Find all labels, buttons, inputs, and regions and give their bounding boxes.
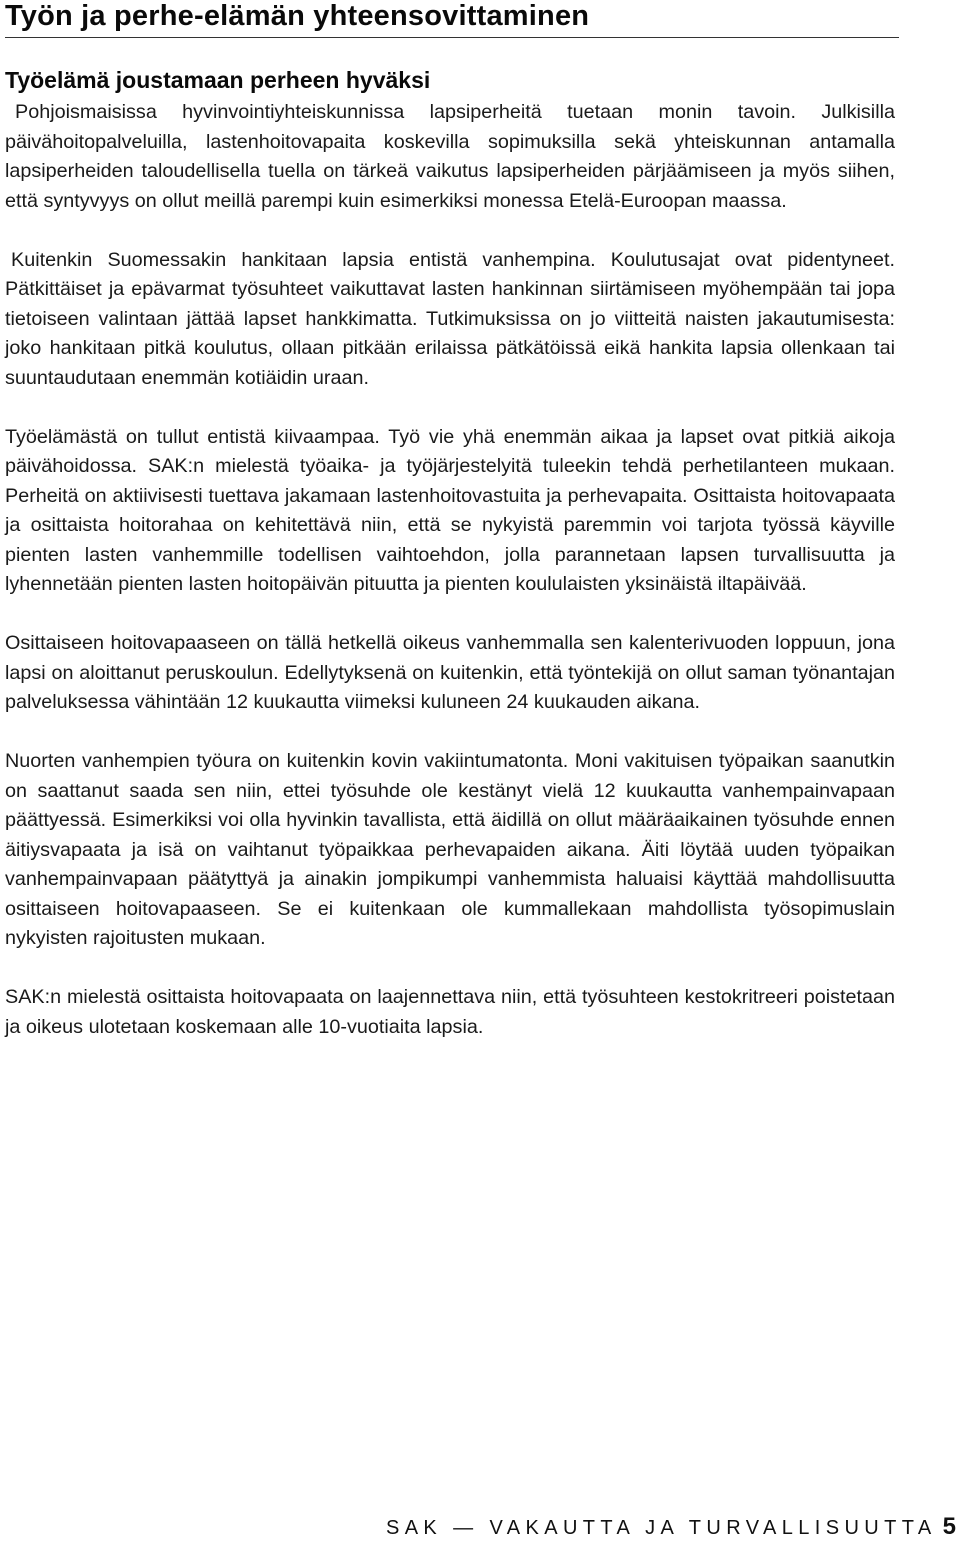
running-title: SAK — VAKAUTTA JA TURVALLISUUTTA — [385, 1517, 937, 1539]
paragraph-4: Osittaiseen hoitovapaaseen on tällä hetkellä oikeus vanhemmalla sen kalenterivuoden loppuun, jona lapsi on aloittanut peruskoulun. Edellytyksenä on kuitenkin, että työntekijä on ollut saman työnantajan palveluksessa vähintään 12 kuukautta viimeksi kuluneen 24 kuukauden aikana. — [5, 632, 895, 713]
title-divider — [5, 37, 899, 38]
page-footer — [386, 1515, 956, 1540]
page-number: 5 — [942, 1513, 956, 1540]
page-title: Työn ja perhe-elämän yhteensovittaminen — [5, 0, 590, 32]
body-text — [5, 98, 895, 1072]
paragraph-6: SAK:n mielestä osittaista hoitovapaata on laajennettava niin, että työsuhteen kestokritreeri poistetaan ja oikeus ulotetaan koskemaan alle 10-vuotiaita lapsia. — [5, 986, 895, 1038]
section-heading: Työelämä joustamaan perheen hyväksi — [5, 67, 431, 93]
paragraph-5: Nuorten vanhempien työura on kuitenkin kovin vakiintumatonta. Moni vakituisen työpaikan saanutkin on saattanut saada sen niin, ettei työsuhde ole kestänyt vielä 12 kuukautta vanhempainvapaan päättyessä. Esimerkiksi voi olla hyvinkin tavallista, että äidillä on ollut määräaikainen työsuhde ennen äitiysvapaata ja isä on vaihtanut työpaikkaa perhevapaiden aikana. Äiti löytää uuden työpaikan vanhempainvapaan päätyttyä ja ainakin jompikumpi vanhemmista haluaisi käyttää mahdollisuutta osittaiseen hoitovapaaseen. Se ei kuitenkaan ole kummallekaan mahdollista työsopimuslain nykyisten rajoitusten mukaan. — [5, 750, 895, 949]
paragraph-2: Kuitenkin Suomessakin hankitaan lapsia entistä vanhempina. Koulutusajat ovat pidentyneet. Pätkittäiset ja epävarmat työsuhteet vaikuttavat lasten hankinnan siirtämiseen myöhempään tai jopa tietoiseen valintaan jättää lapset hankkimatta. Tutkimuksissa on jo viitteitä naisten jakautumisesta: joko hankitaan pitkä koulutus, ollaan pitkään erilaissa pätkätöissä eikä hankita lapsia ollenkaan tai suuntaudutaan enemmän kotiäidin uraan. — [5, 248, 895, 389]
paragraph-1: Pohjoismaisissa hyvinvointiyhteiskunnissa lapsiperheitä tuetaan monin tavoin. Julkisilla päivähoitopalveluilla, lastenhoitovapaita koskevilla sopimuksilla sekä yhteiskunnan antamalla lapsiperheiden taloudellisella tuella on tärkeä vaikutus lapsiperheiden pärjäämiseen ja myös siihen, että syntyvyys on ollut meillä parempi kuin esimerkiksi monessa Etelä-Euroopan maassa. — [5, 101, 895, 212]
paragraph-3: Työelämästä on tullut entistä kiivaampaa. Työ vie yhä enemmän aikaa ja lapset ovat pitkiä aikoja päivähoidossa. SAK:n mielestä työaika- ja työjärjestelyitä tuleekin tehdä perhetilanteen mukaan. Perheitä on aktiivisesti tuettava jakamaan lastenhoitovastuita ja perhevapaita. Osittaista hoitovapaata ja osittaista hoitorahaa on kehitettävä niin, että se nykyistä paremmin voi tarjota työssä käyville pienten lasten vanhemmille todellisen vaihtoehdon, jolla parannetaan lapsen turvallisuutta ja lyhennetään pienten lasten hoitopäivän pituutta ja pienten koululaisten yksinäistä iltapäivää. — [5, 425, 895, 595]
